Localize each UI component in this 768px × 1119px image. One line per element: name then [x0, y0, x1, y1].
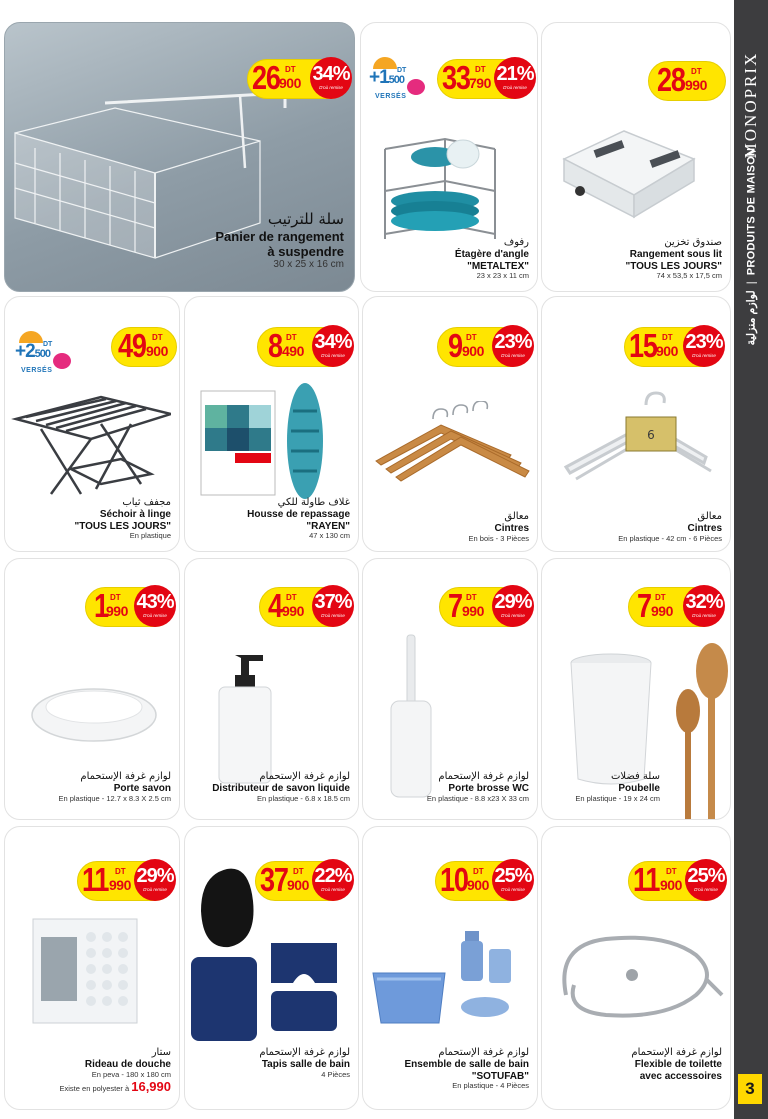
product-card-distributeur[interactable] [184, 558, 359, 820]
price-integer: 10 [440, 861, 468, 898]
price-decimals: 900 [467, 877, 489, 893]
discount-badge: 22% D'où remise [312, 859, 354, 901]
arabic-name: سلة للترتيب [267, 210, 344, 228]
french-name: "TOUS LES JOURS" [625, 260, 722, 272]
product-card-poubelle[interactable] [541, 558, 731, 820]
product-details: En bois - 3 Pièces [468, 533, 529, 543]
price-decimals: 490 [282, 343, 304, 359]
french-name: Cintres [494, 522, 529, 534]
product-description [455, 237, 529, 281]
price-decimals: 990 [109, 877, 131, 893]
alternative-price: 16,990 [131, 1079, 171, 1095]
product-details: En plastique [129, 531, 171, 541]
product-card-housse[interactable] [184, 296, 359, 552]
product-description [625, 237, 722, 281]
price-integer: 11 [633, 861, 660, 898]
porte-savon-image [29, 675, 159, 745]
discount-badge: 23% D'où remise [683, 325, 725, 367]
product-card-tapis[interactable] [184, 826, 359, 1110]
price-integer: 37 [260, 861, 288, 898]
svg-text:6: 6 [647, 428, 655, 442]
verses-badge: +1500 DT VERSÉS [369, 57, 427, 109]
product-description [405, 1047, 530, 1091]
discount-badge: 32% D'où remise [683, 585, 725, 627]
brand-logo: MONOPRIX [741, 51, 760, 159]
price-decimals: 990 [685, 77, 707, 93]
category-label: لوازم منزلية|PRODUITS DE MAISON [745, 147, 758, 346]
discount-badge: 29% D'où remise [492, 585, 534, 627]
french-name: Poubelle [618, 782, 660, 794]
arabic-name: سلة فضلات [610, 771, 660, 782]
product-description [631, 1047, 722, 1082]
price-integer: 33 [442, 59, 470, 96]
french-name: Étagère d'angle [454, 248, 529, 260]
product-description [618, 511, 722, 543]
arabic-name: لوازم غرفة الإستحمام [259, 1047, 350, 1058]
arabic-name: مجفف ثياب [122, 497, 171, 508]
product-card-panier[interactable] [4, 22, 355, 292]
french-name: Panier de rangement [215, 228, 344, 244]
discount-badge: 25% D'où remise [492, 859, 534, 901]
price-integer: 4 [268, 587, 282, 624]
price-badge: 33 DT 790 21% D'où remise [437, 59, 535, 99]
price-decimals: 990 [462, 603, 484, 619]
product-details: 23 x 23 x 11 cm [476, 271, 529, 281]
product-card-sechoir[interactable] [4, 296, 180, 552]
price-decimals: 790 [469, 75, 491, 91]
product-details: En plastique - 4 Pièces [452, 1081, 529, 1091]
arabic-name: لوازم غرفة الإستحمام [259, 771, 350, 782]
french-name: à suspendre [267, 244, 344, 260]
french-name: Tapis salle de bain [261, 1058, 350, 1070]
discount-badge: 25% D'où remise [685, 859, 727, 901]
product-description [259, 1047, 350, 1079]
brand-side-bar [734, 0, 768, 1119]
french-name: Rangement sous lit [629, 248, 722, 260]
price-integer: 15 [629, 327, 657, 364]
price-integer: 1 [94, 587, 108, 624]
price-decimals: 990 [106, 603, 128, 619]
french-name: avec accessoires [639, 1070, 722, 1082]
cintres-bois-image [371, 401, 531, 491]
discount-badge: 29% D'où remise [134, 859, 176, 901]
product-details: 47 x 130 cm [309, 531, 350, 541]
arabic-name: لوازم غرفة الإستحمام [438, 1047, 529, 1058]
discount-badge: 34% D'où remise [312, 325, 354, 367]
french-name: "METALTEX" [467, 260, 529, 272]
product-description [212, 771, 350, 803]
price-integer: 7 [637, 587, 651, 624]
french-name: Porte brosse WC [448, 782, 529, 794]
tapis-image [187, 861, 347, 1041]
product-description [58, 771, 171, 803]
product-description [469, 511, 529, 543]
product-description [575, 771, 660, 803]
price-badge: 8 DT 490 34% D'où remise [257, 327, 353, 367]
product-description [427, 771, 529, 803]
etagere-image [375, 119, 505, 249]
price-badge: 1 DT 990 43% D'où remise [85, 587, 175, 627]
sechoir-image [11, 389, 171, 499]
price-badge: 37 DT 900 22% D'où remise [255, 861, 353, 901]
price-integer: 8 [268, 327, 282, 364]
piggy-bank-icon [407, 79, 425, 95]
arabic-name: لوازم غرفة الإستحمام [80, 771, 171, 782]
poubelle-image [566, 651, 656, 791]
arabic-name: لوازم غرفة الإستحمام [631, 1047, 722, 1058]
product-details: En plastique - 42 cm - 6 Pièces [618, 533, 722, 543]
product-description [74, 497, 171, 541]
arabic-name: ستار [151, 1047, 171, 1058]
price-decimals: 900 [660, 877, 682, 893]
discount-badge: 34% D'où remise [310, 57, 352, 99]
french-name: Porte savon [113, 782, 171, 794]
price-badge [247, 59, 351, 99]
product-description [215, 211, 344, 271]
product-details: 74 x 53,5 x 17,5 cm [656, 271, 722, 281]
french-name: Distributeur de savon liquide [212, 782, 350, 794]
verses-badge: +2500 DT VERSÉS [15, 331, 73, 383]
price-integer: 7 [448, 587, 462, 624]
rideau-image [31, 917, 141, 1027]
product-card-flexible[interactable] [541, 826, 731, 1110]
price-integer: 28 [657, 61, 685, 98]
product-details: 4 Pièces [321, 1069, 350, 1079]
arabic-name: رفوف [503, 237, 529, 248]
product-description [60, 1047, 171, 1095]
french-name: "SOTUFAB" [471, 1070, 529, 1082]
product-details: En plastique - 19 x 24 cm [575, 793, 660, 803]
french-name: Housse de repassage [247, 508, 350, 520]
product-details: En plastique - 6.8 x 18.5 cm [257, 793, 350, 803]
product-card-ensemble[interactable] [362, 826, 538, 1110]
ensemble-image [369, 927, 529, 1047]
alternative-offer: Existe en polyester à 16,990 [59, 1079, 171, 1095]
product-details: En plastique - 8.8 x23 X 33 cm [426, 793, 529, 803]
price-decimals: 900 [279, 75, 301, 91]
price-decimals: 900 [146, 343, 168, 359]
discount-badge: 21% D'où remise [494, 57, 536, 99]
price-decimals: 900 [462, 343, 484, 359]
product-details: 30 x 25 x 16 cm [273, 259, 344, 271]
distributeur-image [205, 647, 285, 787]
french-name: "RAYEN" [306, 520, 350, 532]
price-badge: 28 DT 990 [648, 61, 726, 101]
price-badge: 4 DT 990 37% D'où remise [259, 587, 353, 627]
piggy-bank-icon [53, 353, 71, 369]
price-badge: 11 DT 990 29% D'où remise [77, 861, 175, 901]
price-integer: 11 [82, 861, 109, 898]
price-badge: 11 DT 900 25% D'où remise [628, 861, 726, 901]
french-name: Rideau de douche [84, 1058, 171, 1070]
french-name: Séchoir à linge [99, 508, 171, 520]
discount-badge: 37% D'où remise [312, 585, 354, 627]
cintres-plastique-image [556, 387, 716, 497]
product-details: En plastique - 12.7 x 8.3 X 2.5 cm [58, 793, 171, 803]
price-badge: 9 DT 900 23% D'où remise [437, 327, 533, 367]
price-badge: 7 DT 990 29% D'où remise [439, 587, 533, 627]
price-integer: 9 [448, 327, 462, 364]
price-decimals: 900 [287, 877, 309, 893]
currency-label: DT [285, 65, 296, 74]
discount-badge: 23% D'où remise [492, 325, 534, 367]
arabic-name: صندوق تخزين [664, 237, 722, 248]
product-card-cintres-bois[interactable] [362, 296, 538, 552]
french-name: Ensemble de salle de bain [404, 1058, 529, 1070]
arabic-name: لوازم غرفة الإستحمام [438, 771, 529, 782]
french-name: "TOUS LES JOURS" [74, 520, 171, 532]
price-badge: 49 DT 900 [111, 327, 177, 367]
page-number: 3 [738, 1074, 762, 1104]
housse-image [195, 381, 345, 511]
price-integer: 26 [252, 59, 280, 96]
product-card-rangement[interactable] [541, 22, 731, 292]
french-name: Flexible de toilette [634, 1058, 722, 1070]
product-card-porte-savon[interactable] [4, 558, 180, 820]
french-name: Cintres [687, 522, 722, 534]
price-decimals: 990 [651, 603, 673, 619]
product-details: En peva - 180 x 180 cm [91, 1069, 171, 1079]
price-decimals: 900 [656, 343, 678, 359]
product-card-cintres-plastique[interactable] [541, 296, 731, 552]
product-card-etagere[interactable] [360, 22, 538, 292]
price-integer: 49 [118, 327, 146, 364]
rangement-image [554, 119, 704, 219]
arabic-name: غلاف طاولة للكي [277, 497, 350, 508]
product-description [247, 497, 350, 541]
price-badge: 15 DT 900 23% D'où remise [624, 327, 724, 367]
product-card-brosse-wc[interactable] [362, 558, 538, 820]
price-badge: 10 DT 900 25% D'où remise [435, 861, 533, 901]
wooden-spoons-image [672, 631, 731, 820]
price-decimals: 990 [282, 603, 304, 619]
product-card-rideau[interactable] [4, 826, 180, 1110]
price-badge: 7 DT 990 32% D'où remise [628, 587, 724, 627]
flexible-image [546, 915, 726, 1045]
discount-badge: 43% D'où remise [134, 585, 176, 627]
arabic-name: معالق [504, 511, 529, 522]
arabic-name: معالق [697, 511, 722, 522]
